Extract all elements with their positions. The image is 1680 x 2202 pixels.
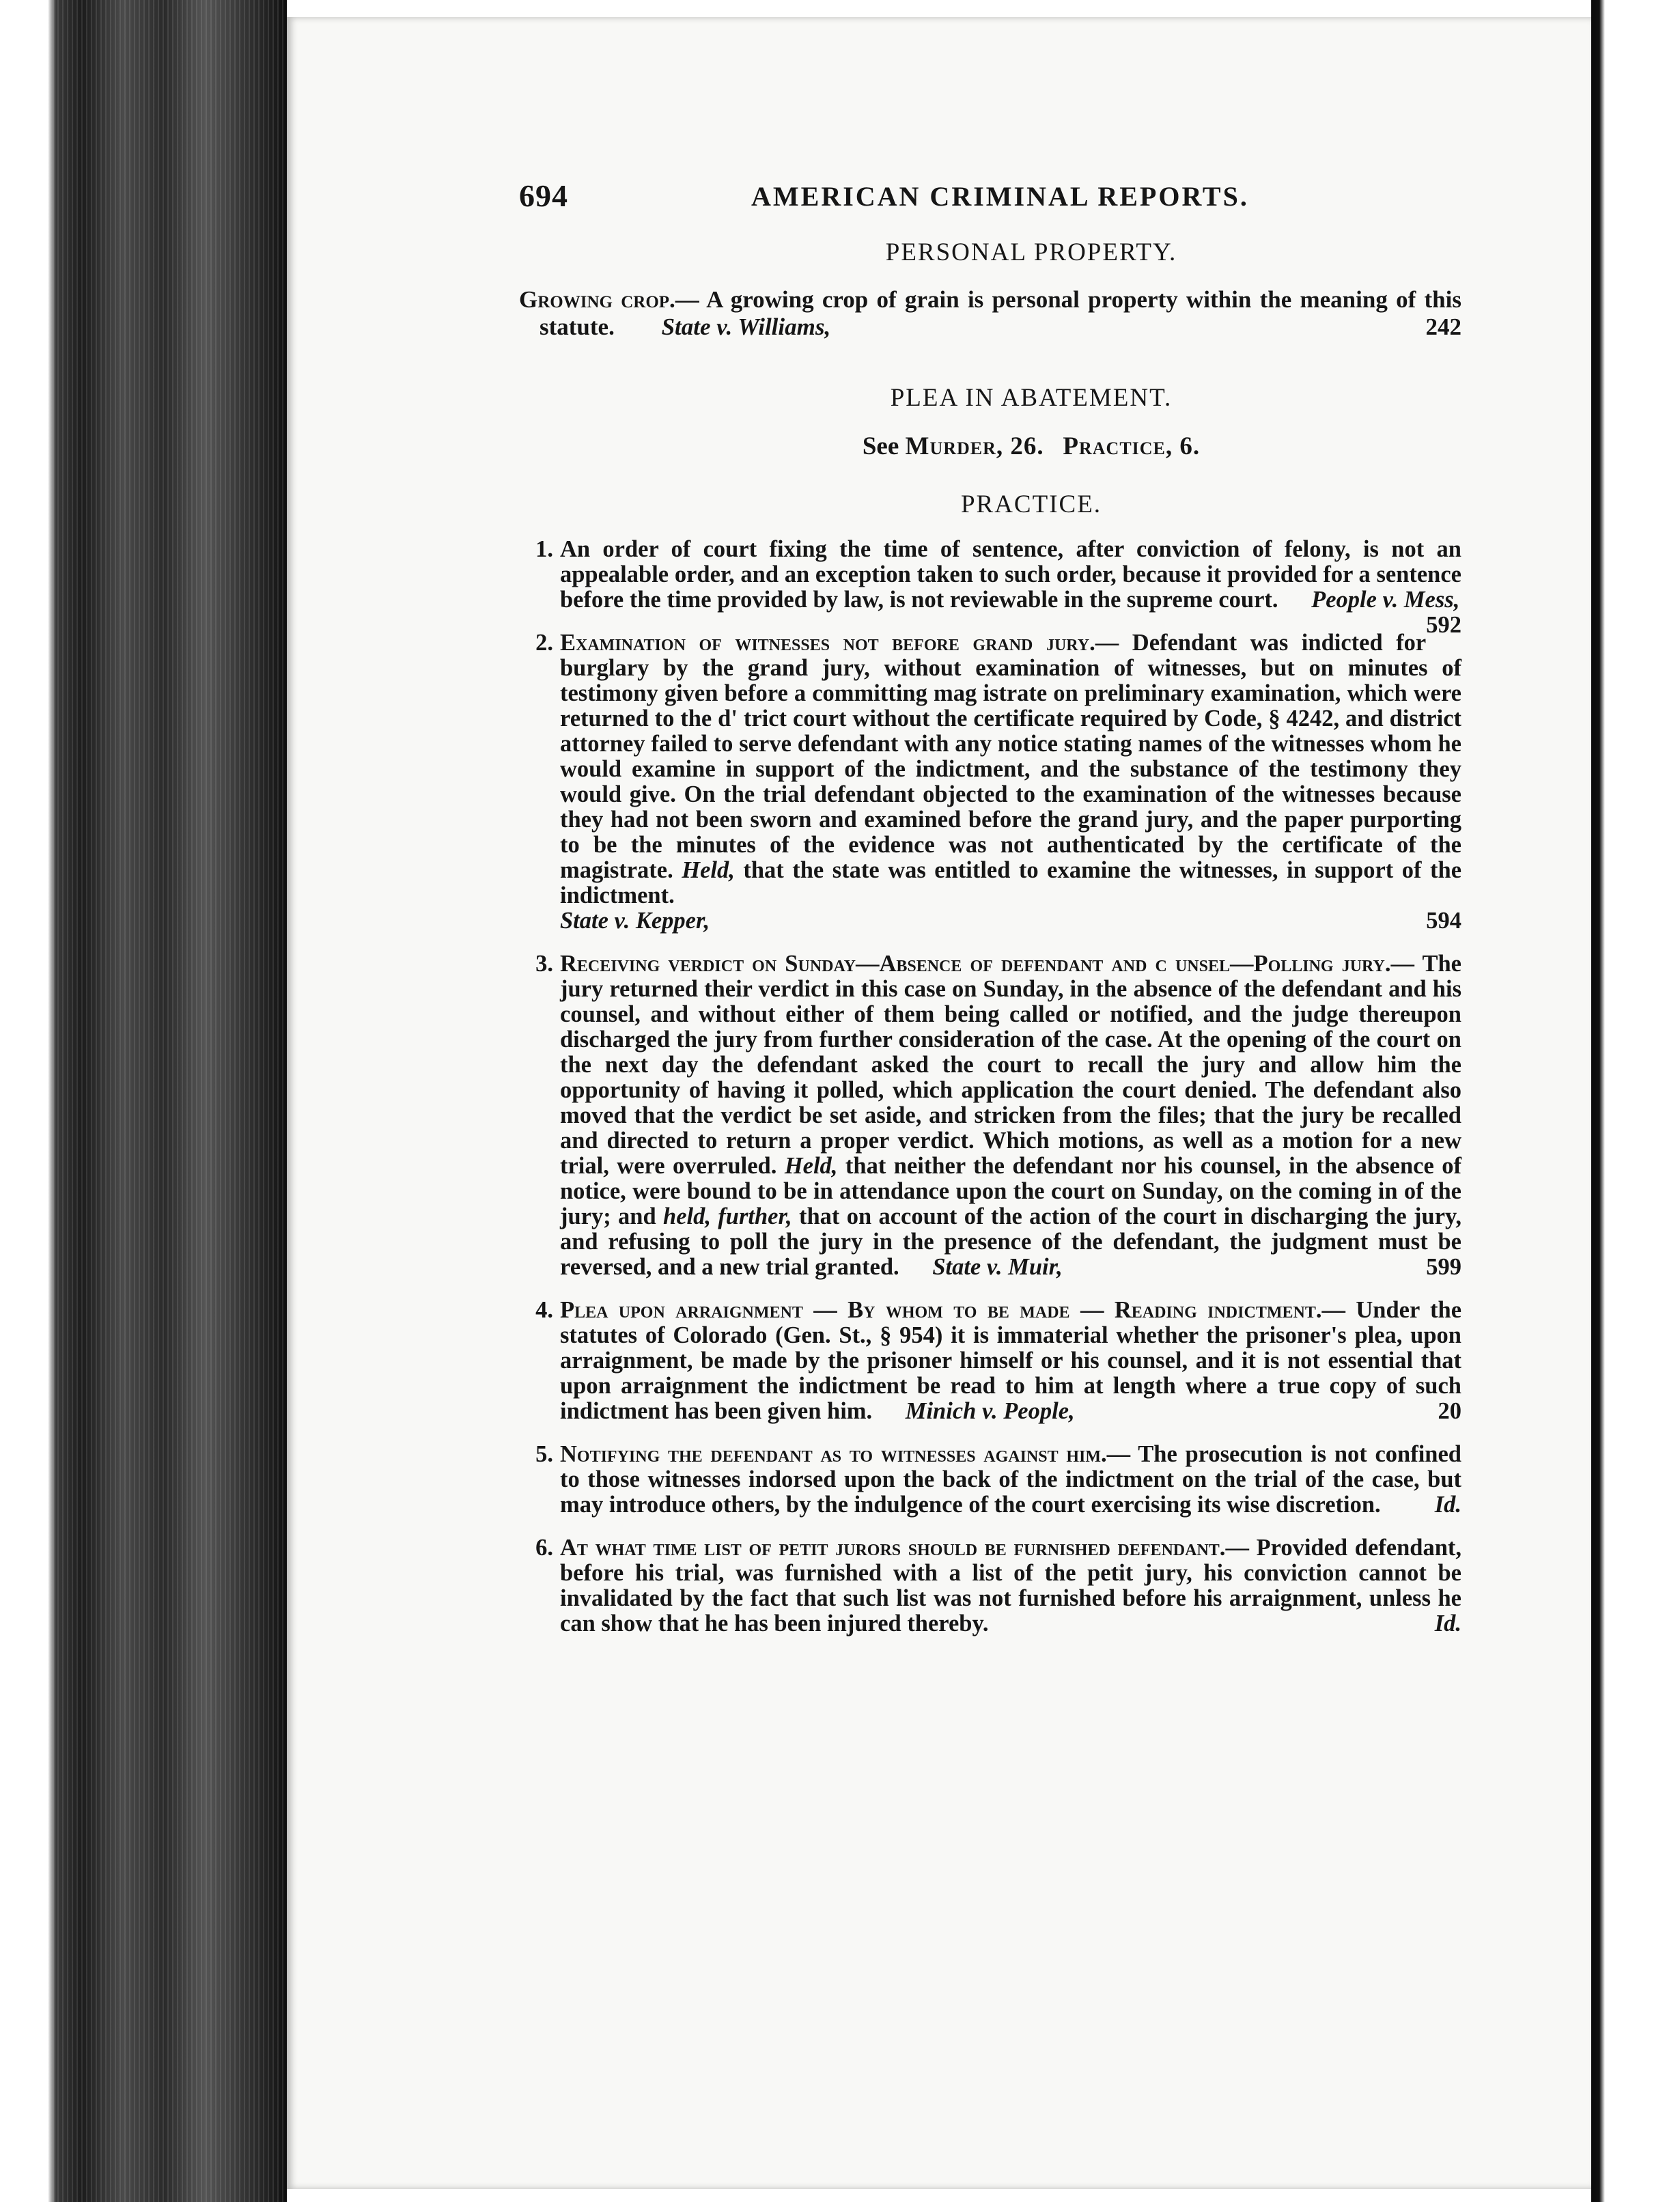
heading-practice: PRACTICE. — [960, 490, 1102, 518]
entry-text: — A growing crop of grain is personal property within the meaning of this statute. — [540, 286, 1461, 340]
entry-lead: Examination of witnesses not before grand jury. — [560, 630, 1095, 656]
case-name: State v. Muir, — [932, 1254, 1063, 1280]
case-name: People v. Mess, — [1311, 587, 1460, 613]
entry-number: 6. — [535, 1535, 553, 1561]
entry-number: 4. — [535, 1297, 553, 1323]
practice-entry-2 — [519, 630, 1461, 934]
practice-entry-5 — [519, 1442, 1461, 1518]
held-label: Held, — [682, 857, 735, 883]
entry-lead: At what time list of petit jurors should be furnished defendant. — [560, 1535, 1226, 1561]
cross-reference — [519, 432, 1461, 461]
case-page: Id. — [1434, 1492, 1461, 1518]
held-text: that neither the defendant nor his counsel, in the absence of notice, were bound to be in attendance upon the court on Sunday, on the coming in of the jury; and — [560, 1153, 1461, 1229]
heading-plea-in-abatement: PLEA IN ABATEMENT. — [890, 384, 1173, 412]
practice-entry-4 — [519, 1298, 1461, 1424]
entry-text: — The jury returned their verdict in this case on Sunday, in the absence of the defendant and his counsel, and without either of them being called or notified, and the judge thereupon discharged the jury from further consideration of the case. At the opening of the court on the next day the defendant asked the court to recall the jury and allow him the opportunity of having it polled, which application the court denied. The defendant also moved that the verdict be set aside, and stricken from the files; that the jury be recalled and directed to return a proper verdict. Which motions, as well as a motion for a new trial, were overruled. — [560, 951, 1461, 1179]
running-title: AMERICAN CRIMINAL REPORTS. — [751, 181, 1249, 212]
page-number: 694 — [519, 178, 568, 213]
case-page: 599 — [1426, 1254, 1461, 1280]
entry-text: An order of court fixing the time of sentence, after conviction of felony, is not an appealable order, and an exception taken to such order, because it provided for a sentence before the time provided by law, is not reviewable in the supreme court. — [560, 536, 1461, 613]
next-page-edge — [1591, 0, 1680, 2202]
cross-ref-murder: Murder, 26. — [905, 432, 1044, 460]
held-further-label: held, further, — [663, 1203, 792, 1229]
entry-lead: Receiving verdict on Sunday—Absence of defendant and c unsel—Polling jury. — [560, 951, 1391, 977]
scan-top-margin — [287, 0, 1591, 17]
case-page: Id. — [1434, 1611, 1461, 1636]
running-head — [519, 178, 1461, 225]
entry-text: — Provided defendant, before his trial, was furnished with a list of the petit jury, his conviction cannot be invalidated by the fact that such list was not furnished before his arraignment, unless he can show that he has been injured thereby. — [560, 1535, 1462, 1636]
entry-growing-crop — [519, 286, 1461, 341]
cross-ref-practice: Practice, 6. — [1063, 432, 1201, 460]
heading-personal-property: PERSONAL PROPERTY. — [885, 238, 1177, 266]
case-name: State v. Williams, — [661, 313, 831, 340]
held-label: Held, — [784, 1153, 838, 1179]
entry-lead: Notifying the defendant as to witnesses against him. — [560, 1441, 1107, 1467]
entry-text: — Defendant was indicted for burglary by the grand jury, without examination of witnesses, but on minutes of testimony given before a committing mag istrate on preliminary examination, which were returned to the d' trict court without the certificate required by Code, § 4242, and district attorney failed to serve defendant with any notice stating names of the witnesses whom he would examine in support of the indictment, and the substance of the testimony they would give. On the trial defendant objected to the examination of the witnesses because they had not been sworn and examined before the grand jury, and the paper purporting to be the minutes of the evidence was not authenticated by the certificate of the magistrate. — [560, 630, 1461, 883]
held-further-text: that on account of the action of the court in discharging the jury, and refusing to poll the jury in the presence of the defendant, the judgment must be reversed, and a new trial granted. — [560, 1203, 1462, 1280]
book-spine — [0, 0, 287, 2202]
case-page: 20 — [1438, 1398, 1461, 1424]
case-page: 592 — [1426, 612, 1461, 638]
case-page: 594 — [1426, 908, 1461, 934]
entry-lead: Growing crop. — [519, 286, 675, 313]
entry-number: 1. — [535, 536, 553, 562]
practice-entry-1 — [519, 536, 1461, 638]
see-label: See — [862, 432, 899, 460]
practice-entry-6 — [519, 1535, 1461, 1636]
entry-text: — The prosecution is not confined to those witnesses indorsed upon the back of the indictment on the trial of the case, but may introduce others, by the indulgence of the court exercising its wise discretion. — [560, 1441, 1461, 1518]
practice-entry-3 — [519, 951, 1461, 1280]
entry-text: — Under the statutes of Colorado (Gen. St., § 954) it is immaterial whether the prisoner's plea, upon arraignment, be made by the prisoner himself or his counsel, and it is not essential that upon arraignment the indictment be read to him at length where a true copy of such indictment has been given him. — [560, 1297, 1462, 1424]
case-page: 242 — [1425, 313, 1461, 340]
page-content — [519, 178, 1461, 1636]
case-name: State v. Kepper, — [560, 908, 710, 934]
entry-number: 3. — [535, 951, 553, 977]
entry-number: 2. — [535, 630, 553, 656]
entry-number: 5. — [535, 1441, 553, 1467]
case-name: Minich v. People, — [905, 1398, 1075, 1424]
entry-lead: Plea upon arraignment — By whom to be made — Reading indictment. — [560, 1297, 1322, 1323]
held-text: that the state was entitled to examine the witnesses, in support of the indictment. — [560, 857, 1462, 908]
